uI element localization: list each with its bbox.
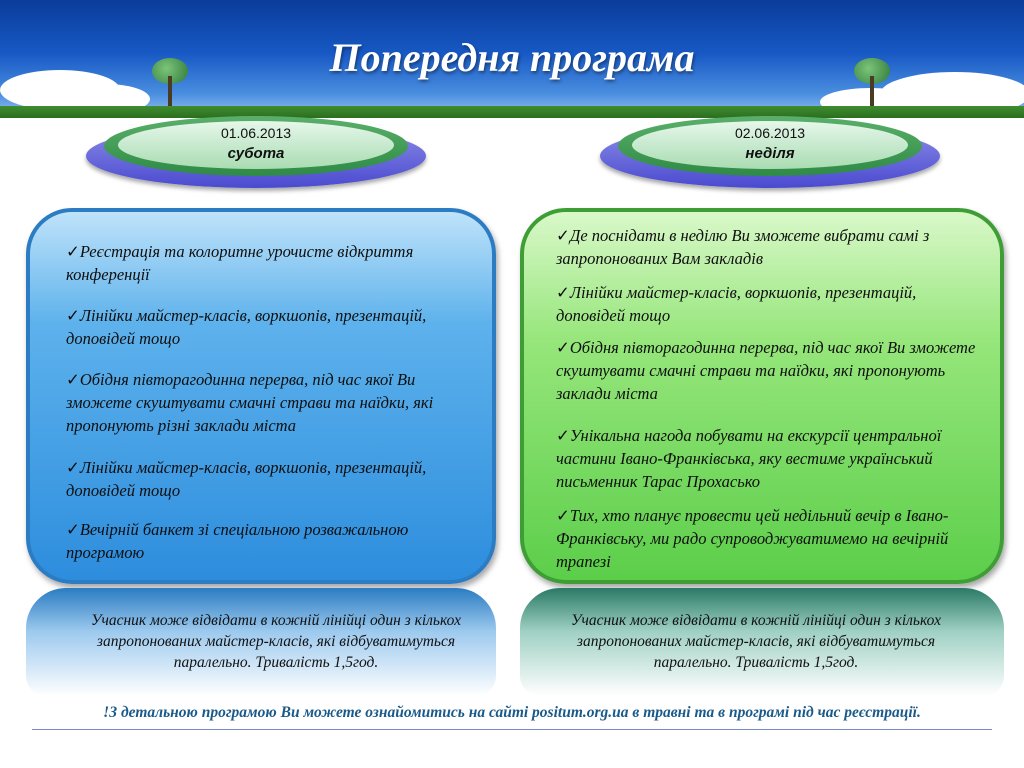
checkmark-icon: ✓ (66, 458, 80, 477)
program-item-text: Обідня півторагодинна перерва, під час якої Ви зможете скуштувати смачні страви та наїдки, які пропонують різні заклади міста (66, 370, 434, 435)
program-item-text: Лінійки майстер-класів, воркшопів, презентацій, доповідей тощо (66, 306, 427, 348)
checkmark-icon: ✓ (556, 338, 570, 357)
day-date: 01.06.2013 (220, 125, 292, 141)
checkmark-icon: ✓ (66, 370, 80, 389)
program-item-text: Обідня півторагодинна перерва, під час якої Ви зможете скуштувати смачні страви та наїдки, які пропонують заклади міста (556, 338, 976, 403)
day-date: 02.06.2013 (734, 125, 806, 141)
checkmark-icon: ✓ (66, 306, 80, 325)
program-item (556, 336, 981, 405)
program-item-text: Унікальна нагода побувати на екскурсії центральної частини Івано-Франківська, яку вестиме український письменник Тарас Прохасько (556, 426, 942, 491)
program-item-text: Де поснідати в неділю Ви зможете вибрати самі з запропонованих Вам закладів (556, 226, 930, 268)
day-badge-saturday (86, 112, 426, 192)
program-item-text: Лінійки майстер-класів, воркшопів, презентацій, доповідей тощо (556, 283, 917, 325)
checkmark-icon: ✓ (556, 506, 570, 525)
day-weekday: субота (227, 145, 285, 162)
program-item (66, 518, 466, 564)
footer-divider (32, 729, 992, 730)
program-item (66, 240, 466, 286)
program-item (556, 281, 956, 327)
program-item-text: Вечірній банкет зі спеціальною розважальною програмою (66, 520, 409, 562)
program-item (66, 304, 466, 350)
footer-notice: !З детальною програмою Ви можете ознайомитись на сайті positum.org.ua в травні та в програмі під час реєстрації. (103, 704, 921, 721)
sunday-note: Учасник може відвідати в кожній лінійці один з кількох запропонованих майстер-класів, які відбуватимуться паралельно. Тривалість 1,5год. (571, 612, 941, 671)
program-item-text: Тих, хто планує провести цей недільний вечір в Івано-Франківську, ми радо супроводжуватимемо на вечірній трапезі (556, 506, 949, 571)
checkmark-icon: ✓ (556, 283, 570, 302)
checkmark-icon: ✓ (556, 426, 570, 445)
program-item (66, 368, 471, 437)
program-item-text: Реєстрація та колоритне урочисте відкриття конференції (66, 242, 414, 284)
checkmark-icon: ✓ (556, 226, 570, 245)
page-title: Попередня програма (329, 35, 695, 80)
program-item (556, 424, 988, 493)
checkmark-icon: ✓ (66, 520, 80, 539)
program-item-text: Лінійки майстер-класів, воркшопів, презентацій, доповідей тощо (66, 458, 427, 500)
day-weekday: неділя (745, 145, 795, 162)
day-badge-sunday (600, 112, 940, 192)
program-item (556, 504, 988, 573)
program-item (66, 456, 466, 502)
saturday-note: Учасник може відвідати в кожній лінійці один з кількох запропонованих майстер-класів, які відбуватимуться паралельно. Тривалість 1,5год. (91, 612, 461, 671)
checkmark-icon: ✓ (66, 242, 80, 261)
program-item (556, 224, 976, 270)
